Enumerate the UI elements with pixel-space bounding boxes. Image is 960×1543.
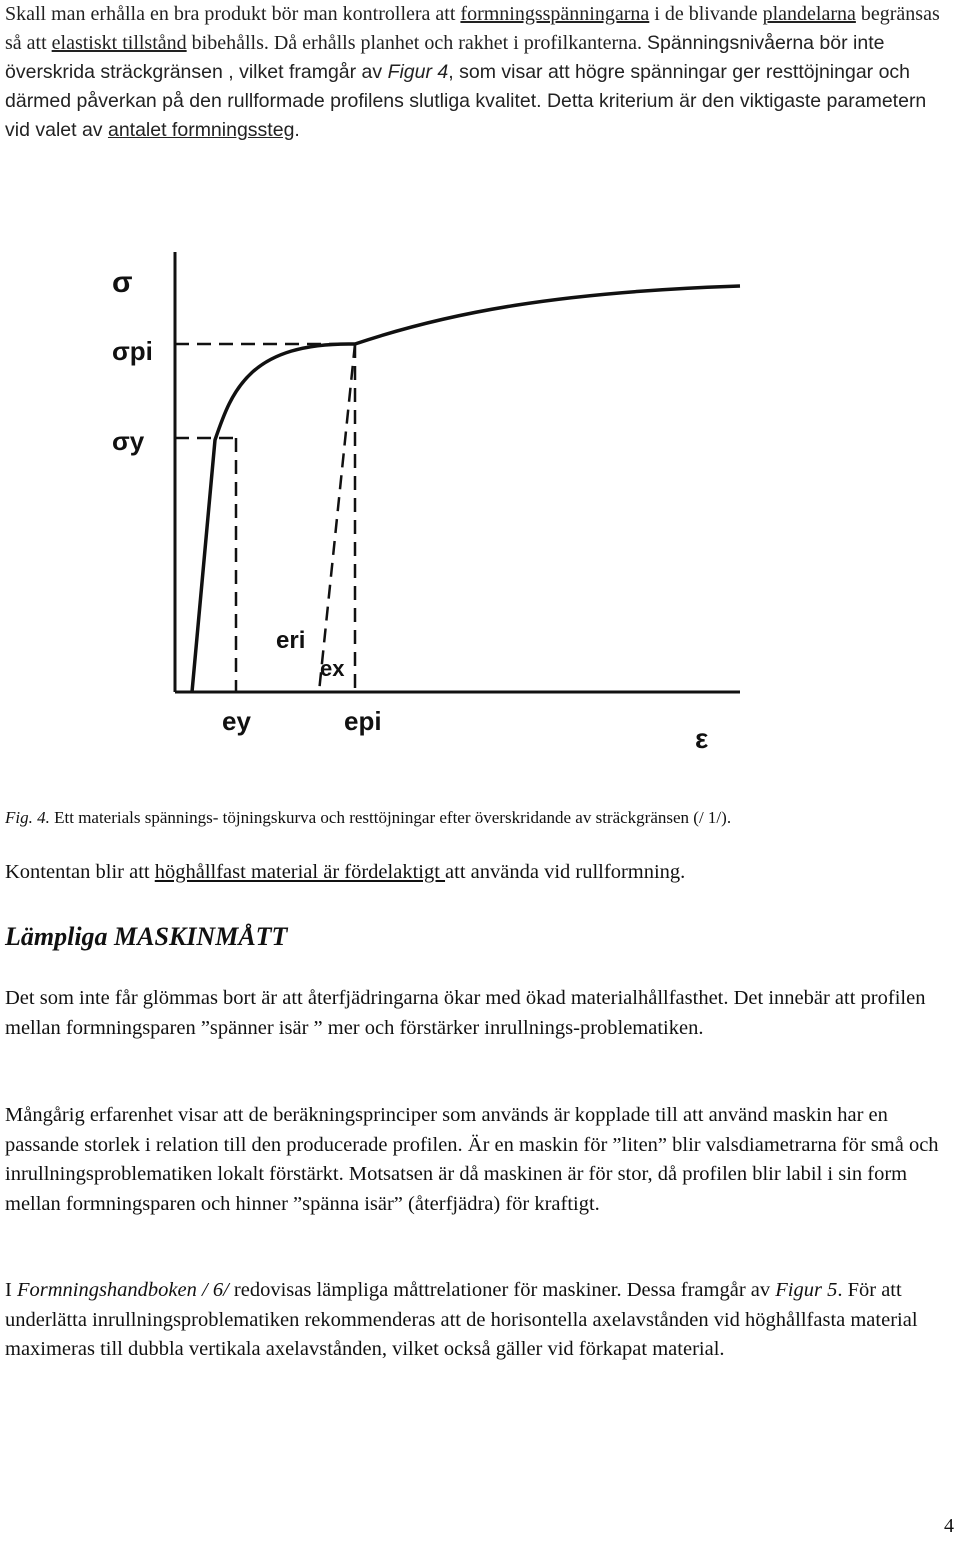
machine-paragraph-2: Mångårig erfarenhet visar att de beräkningsprinciper som används är kopplade till att använd maskin har en passande storlek i relation till den producerade profilen. Är en maskin för ”liten” blir valsdiametrarna för små och inrullningsproblematiken lokalt förstärkt. Motsatsen är då maskinen är för stor, då profilen blir labil i sin form mellan formningsparen och hinner ”spänna isär” (återfjädra) för kraftigt. <box>5 1104 939 1215</box>
machine-text: redovisas lämpliga måttrelationer för maskiner. Dessa framgår av <box>228 1279 776 1301</box>
conclusion-paragraph <box>5 858 955 888</box>
term-elastiskt-tillstand: elastiskt tillstånd <box>51 32 187 54</box>
e-pi-label: epi <box>344 706 382 736</box>
sigma-label: σ <box>112 266 133 299</box>
caption-text: Ett materials spännings- töjningskurva och resttöjningar efter överskridande av sträckgränsen (/ 1/). <box>49 808 732 827</box>
e-ri-label: eri <box>276 627 306 654</box>
stress-strain-diagram <box>0 230 960 790</box>
intro-text: Spänningsnivåerna bör inte överskrida sträckgränsen , vilket framgår av <box>5 32 885 83</box>
term-plandelarna: plandelarna <box>762 3 856 25</box>
sigma-pi-label: σpi <box>112 336 153 366</box>
stress-strain-curve <box>192 286 740 692</box>
page-number: 4 <box>944 1515 954 1537</box>
intro-paragraph <box>5 0 955 145</box>
stress-strain-figure <box>0 230 960 790</box>
conclusion-text: Kontentan blir att <box>5 861 155 883</box>
intro-text: , som visar att högre spänningar ger resttöjningar och därmed påverkan på den rullformade profilens slutliga kvalitet. Detta kriterium är den viktigaste parametern vid valet av <box>5 61 927 141</box>
e-x-label: ex <box>320 656 345 681</box>
intro-text: Skall man erhålla en bra produkt bör man kontrollera att <box>5 3 461 25</box>
machine-paragraph-3 <box>5 1276 955 1365</box>
epsilon-label: ε <box>695 723 709 754</box>
figure-reference: Figur 5 <box>775 1279 838 1301</box>
machine-paragraph-1: Det som inte får glömmas bort är att återfjädringarna ökar med ökad materialhållfasthet. Det innebär att profilen mellan formningsparen ”spänner isär ” mer och förstärker inrullnings-problematiken. <box>5 987 926 1039</box>
unloading-dashed-line <box>319 344 355 692</box>
figure-reference: Figur 4 <box>387 61 449 83</box>
section-heading: Lämpliga MASKINMÅTT <box>5 922 288 951</box>
machine-text: . För att underlätta inrullningsproblematiken rekommenderas att de horisontella axelavstånden vid höghållfasta material maximeras till dubbla vertikala axelavstånden, vilket också gäller vid förkapat material. <box>5 1279 918 1360</box>
intro-text: bibehålls. Då erhålls planhet och rakhet i profilkanterna. <box>186 32 648 54</box>
intro-text: begränsas så att <box>5 3 940 54</box>
term-antalet-formningssteg: antalet formningssteg <box>107 119 295 141</box>
conclusion-text: att använda vid rullformning. <box>445 861 686 883</box>
book-reference: Formningshandboken / 6/ <box>16 1279 229 1301</box>
machine-text: I <box>5 1279 17 1301</box>
intro-text: i de blivande <box>649 3 763 25</box>
sigma-y-label: σy <box>112 426 145 456</box>
intro-text: . <box>294 119 300 141</box>
term-hoghallfast-material: höghållfast material är fördelaktigt <box>154 861 446 883</box>
e-y-label: ey <box>222 706 251 736</box>
figure-caption <box>5 808 731 828</box>
caption-label: Fig. 4. <box>5 808 50 827</box>
term-formningsspanningarna: formningsspänningarna <box>460 3 650 25</box>
